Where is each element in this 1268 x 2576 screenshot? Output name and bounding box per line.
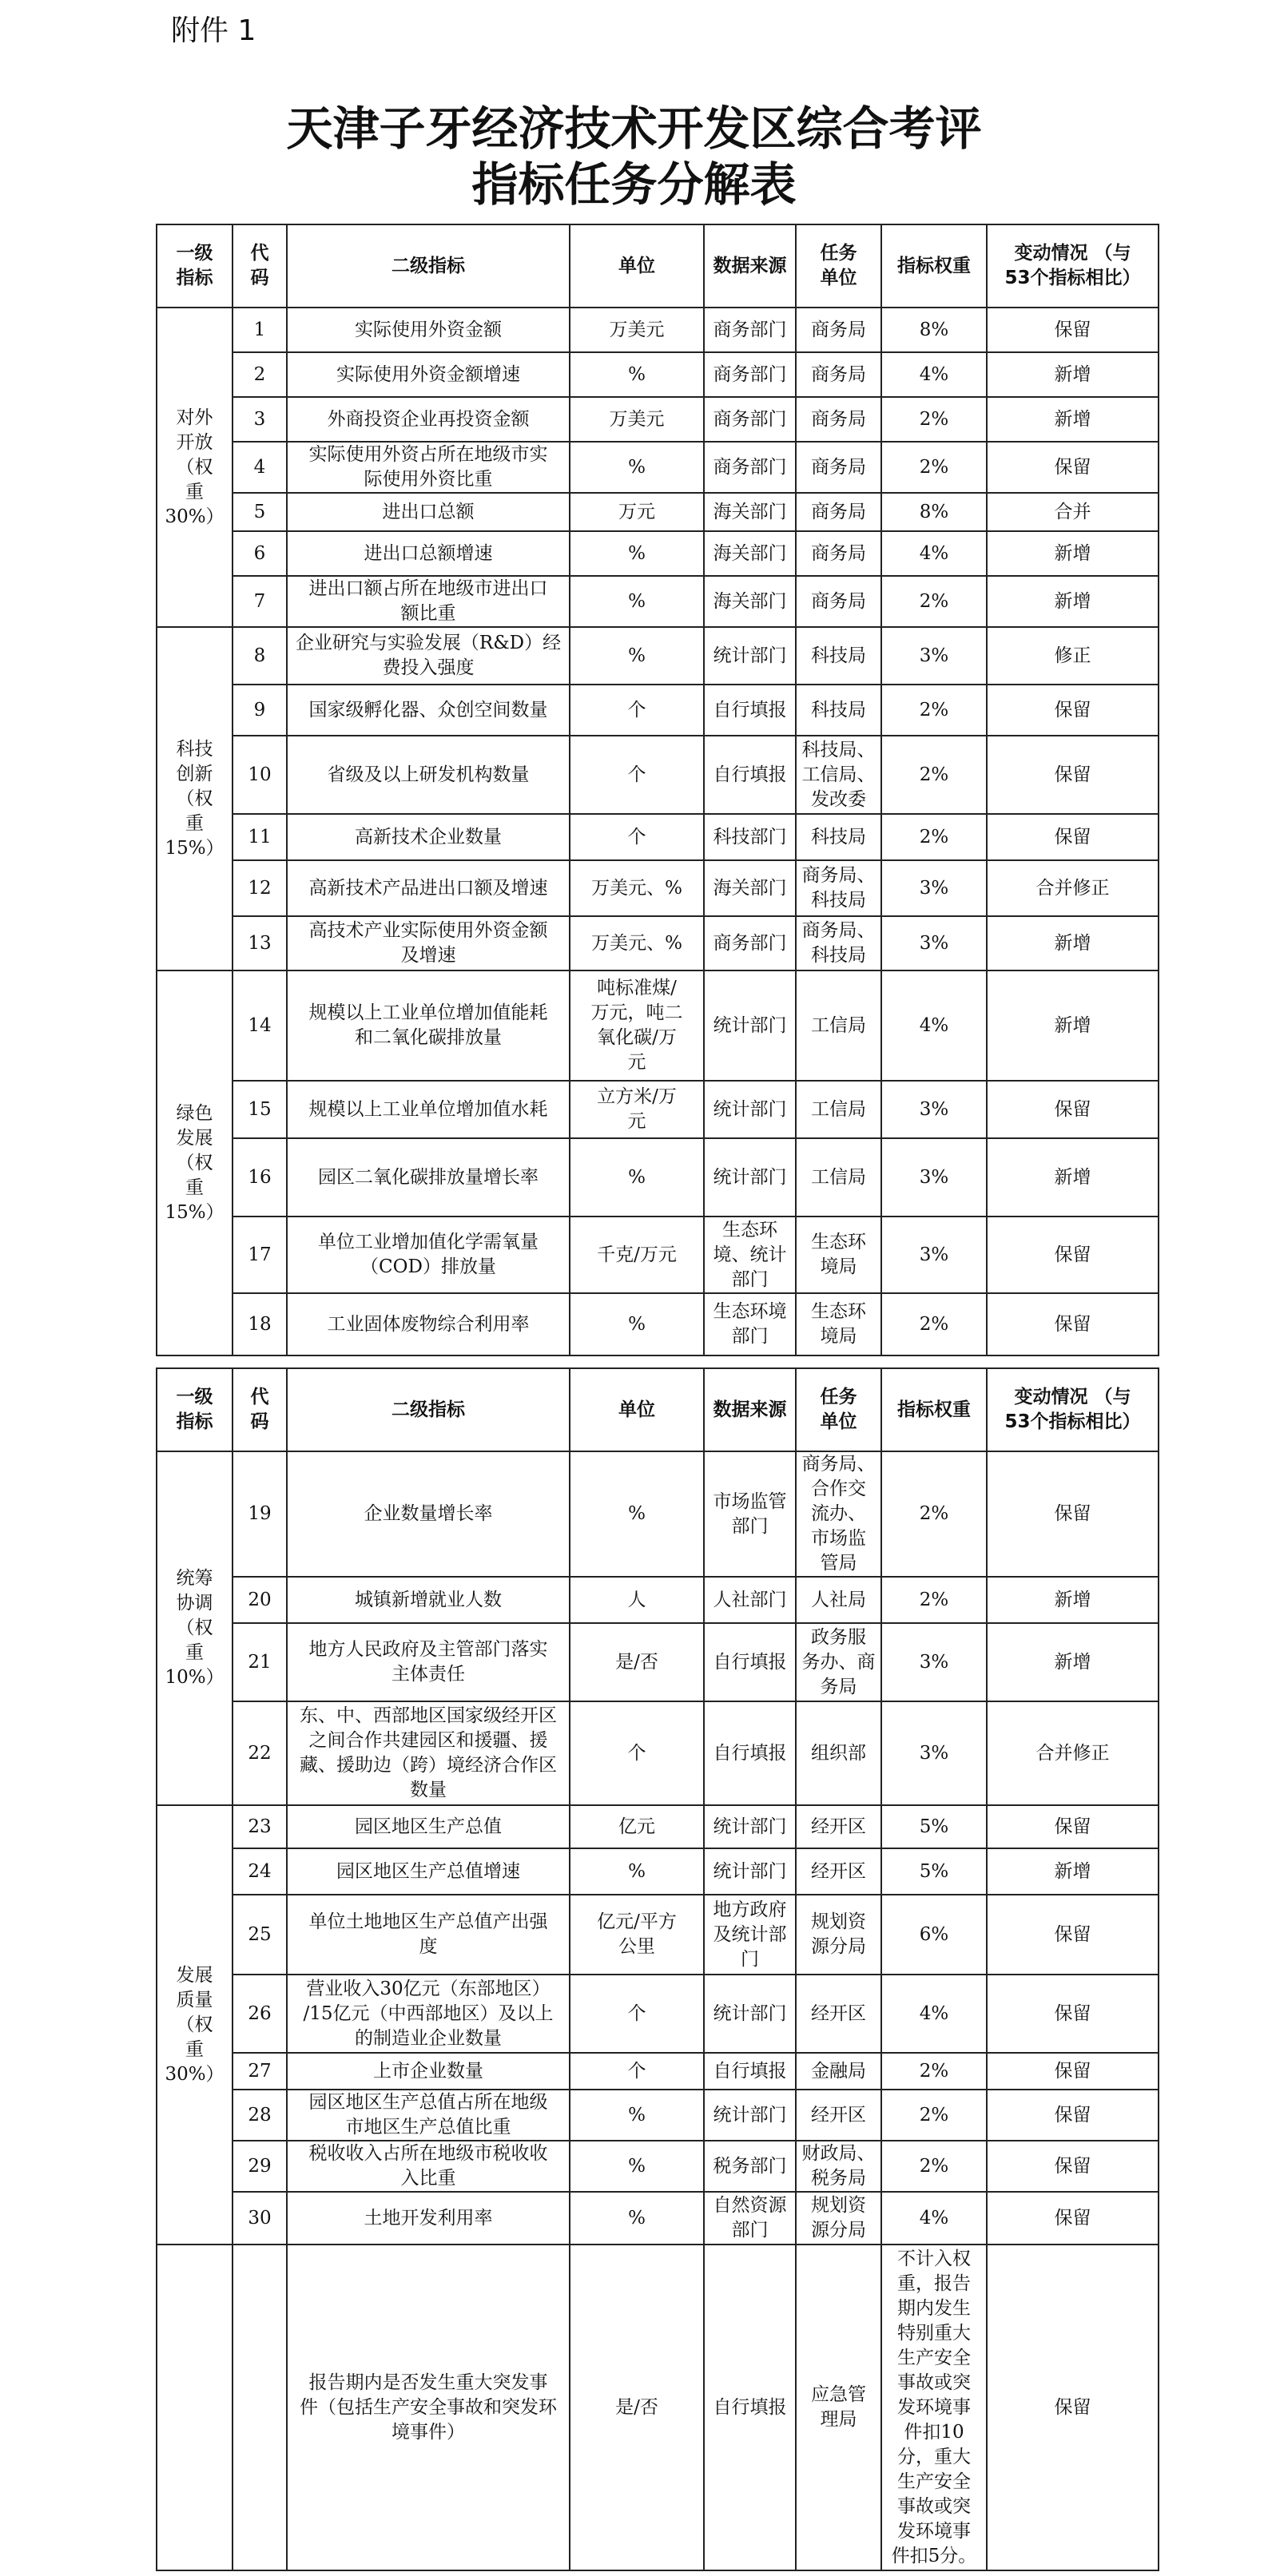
source-cell: 科技部门: [704, 814, 796, 860]
change-cell: 保留: [987, 1217, 1159, 1293]
dept-cell: 应急管 理局: [796, 2245, 881, 2570]
table-row: [157, 1577, 1159, 1623]
unit-cell: %: [570, 2141, 704, 2192]
indicator-name-cell: 进出口总额: [287, 493, 570, 531]
unit-cell: 个: [570, 685, 704, 736]
code-cell: 11: [233, 814, 287, 860]
attachment-label: 附件 1: [171, 14, 256, 47]
header-weight: 指标权重: [881, 1368, 987, 1451]
source-cell: 商务部门: [704, 352, 796, 397]
indicator-table-part2: [156, 1367, 1159, 2571]
unit-cell: 万元: [570, 493, 704, 531]
indicator-name-cell: 实际使用外资金额增速: [287, 352, 570, 397]
table-header-row: [157, 224, 1159, 308]
source-cell: 统计部门: [704, 970, 796, 1081]
unit-cell: %: [570, 627, 704, 685]
change-cell: 保留: [987, 814, 1159, 860]
dept-cell: 经开区: [796, 1805, 881, 1848]
change-cell: 保留: [987, 2245, 1159, 2570]
weight-cell: 2%: [881, 1451, 987, 1577]
dept-cell: 工信局: [796, 1081, 881, 1138]
code-cell: 9: [233, 685, 287, 736]
header-change: 变动情况 （与 53个指标相比）: [987, 224, 1159, 308]
change-cell: 新增: [987, 1577, 1159, 1623]
indicator-name-cell: 外商投资企业再投资金额: [287, 397, 570, 442]
indicator-name-cell: 规模以上工业单位增加值能耗 和二氧化碳排放量: [287, 970, 570, 1081]
header-weight: 指标权重: [881, 224, 987, 308]
change-cell: 新增: [987, 397, 1159, 442]
dept-cell: 商务局、 科技局: [796, 860, 881, 916]
table-row: [157, 2192, 1159, 2245]
change-cell: 新增: [987, 576, 1159, 627]
change-cell: 保留: [987, 2053, 1159, 2090]
source-cell: 商务部门: [704, 442, 796, 493]
unit-cell: %: [570, 2090, 704, 2141]
code-cell: 3: [233, 397, 287, 442]
header-code: 代 码: [233, 224, 287, 308]
weight-cell: 2%: [881, 2090, 987, 2141]
change-cell: 保留: [987, 308, 1159, 352]
table-row: [157, 1623, 1159, 1701]
dept-cell: 财政局、 税务局: [796, 2141, 881, 2192]
indicator-name-cell: 进出口总额增速: [287, 531, 570, 576]
unit-cell: 亿元: [570, 1805, 704, 1848]
table-row: [157, 1451, 1159, 1577]
code-cell: 15: [233, 1081, 287, 1138]
change-cell: 保留: [987, 1293, 1159, 1355]
source-cell: 海关部门: [704, 531, 796, 576]
dept-cell: 商务局: [796, 576, 881, 627]
unit-cell: %: [570, 1451, 704, 1577]
indicator-name-cell: 企业研究与实验发展（R&D）经 费投入强度: [287, 627, 570, 685]
table-header-row: [157, 1368, 1159, 1451]
indicator-name-cell: 国家级孵化器、众创空间数量: [287, 685, 570, 736]
dept-cell: 组织部: [796, 1701, 881, 1805]
change-cell: 保留: [987, 442, 1159, 493]
table-row: [157, 2141, 1159, 2192]
code-cell: 21: [233, 1623, 287, 1701]
source-cell: 商务部门: [704, 308, 796, 352]
unit-cell: %: [570, 576, 704, 627]
table-row: [157, 308, 1159, 352]
weight-cell: 2%: [881, 397, 987, 442]
dept-cell: 商务局: [796, 442, 881, 493]
unit-cell: 个: [570, 736, 704, 814]
indicator-name-cell: 企业数量增长率: [287, 1451, 570, 1577]
unit-cell: %: [570, 352, 704, 397]
code-cell: 20: [233, 1577, 287, 1623]
unit-cell: %: [570, 531, 704, 576]
indicator-name-cell: 高新技术企业数量: [287, 814, 570, 860]
source-cell: 海关部门: [704, 493, 796, 531]
document-title-line2: 指标任务分解表: [471, 157, 797, 212]
source-cell: 自行填报: [704, 2245, 796, 2570]
weight-cell: 2%: [881, 1577, 987, 1623]
weight-cell: 5%: [881, 1848, 987, 1895]
weight-cell: 3%: [881, 1081, 987, 1138]
code-cell: 22: [233, 1701, 287, 1805]
code-cell: 1: [233, 308, 287, 352]
table-row: [157, 352, 1159, 397]
table-row: [157, 1701, 1159, 1805]
code-cell: 18: [233, 1293, 287, 1355]
code-cell: 8: [233, 627, 287, 685]
dept-cell: 商务局: [796, 308, 881, 352]
weight-cell: 8%: [881, 493, 987, 531]
header-code: 代 码: [233, 1368, 287, 1451]
source-cell: 自行填报: [704, 736, 796, 814]
dept-cell: 工信局: [796, 1138, 881, 1217]
header-dept: 任务 单位: [796, 1368, 881, 1451]
code-cell: 6: [233, 531, 287, 576]
code-cell: 2: [233, 352, 287, 397]
table-row: [157, 916, 1159, 970]
source-cell: 自然资源 部门: [704, 2192, 796, 2245]
indicator-name-cell: 土地开发利用率: [287, 2192, 570, 2245]
dept-cell: 政务服 务办、商 务局: [796, 1623, 881, 1701]
source-cell: 统计部门: [704, 1138, 796, 1217]
weight-cell: 3%: [881, 1623, 987, 1701]
source-cell: 人社部门: [704, 1577, 796, 1623]
level1-indicator-cell: 科技 创新 （权 重 15%）: [157, 627, 233, 970]
level1-indicator-cell: 对外 开放 （权 重 30%）: [157, 308, 233, 627]
source-cell: 统计部门: [704, 1975, 796, 2053]
weight-cell: 3%: [881, 1138, 987, 1217]
code-cell: 26: [233, 1975, 287, 2053]
table-row: [157, 970, 1159, 1081]
indicator-name-cell: 高技术产业实际使用外资金额 及增速: [287, 916, 570, 970]
unit-cell: %: [570, 2192, 704, 2245]
level1-indicator-cell: 绿色 发展 （权 重 15%）: [157, 970, 233, 1355]
weight-cell: 2%: [881, 1293, 987, 1355]
indicator-name-cell: 营业收入30亿元（东部地区） /15亿元（中西部地区）及以上 的制造业企业数量: [287, 1975, 570, 2053]
indicator-name-cell: 单位工业增加值化学需氧量 （COD）排放量: [287, 1217, 570, 1293]
change-cell: 保留: [987, 736, 1159, 814]
header-level1: 一级 指标: [157, 1368, 233, 1451]
source-cell: 税务部门: [704, 2141, 796, 2192]
weight-cell: 2%: [881, 576, 987, 627]
unit-cell: 万美元: [570, 308, 704, 352]
unit-cell: %: [570, 1848, 704, 1895]
source-cell: 生态环境 部门: [704, 1293, 796, 1355]
weight-cell: 3%: [881, 1701, 987, 1805]
change-cell: 新增: [987, 1623, 1159, 1701]
change-cell: 保留: [987, 1895, 1159, 1975]
weight-cell: 3%: [881, 1217, 987, 1293]
dept-cell: 规划资 源分局: [796, 2192, 881, 2245]
weight-cell: 4%: [881, 531, 987, 576]
weight-cell: 3%: [881, 860, 987, 916]
dept-cell: 科技局: [796, 627, 881, 685]
code-cell: 4: [233, 442, 287, 493]
weight-cell: 3%: [881, 627, 987, 685]
unit-cell: 个: [570, 2053, 704, 2090]
code-cell: 28: [233, 2090, 287, 2141]
weight-cell: 2%: [881, 2053, 987, 2090]
document-title-line1: 天津子牙经济技术开发区综合考评: [286, 101, 982, 156]
header-level2: 二级指标: [287, 1368, 570, 1451]
change-cell: 保留: [987, 1081, 1159, 1138]
header-dept: 任务 单位: [796, 224, 881, 308]
code-cell: 27: [233, 2053, 287, 2090]
source-cell: 统计部门: [704, 1805, 796, 1848]
dept-cell: 商务局、 科技局: [796, 916, 881, 970]
indicator-name-cell: 省级及以上研发机构数量: [287, 736, 570, 814]
indicator-name-cell: 园区地区生产总值占所在地级 市地区生产总值比重: [287, 2090, 570, 2141]
source-cell: 商务部门: [704, 397, 796, 442]
code-cell: 24: [233, 1848, 287, 1895]
source-cell: 自行填报: [704, 1701, 796, 1805]
indicator-name-cell: 规模以上工业单位增加值水耗: [287, 1081, 570, 1138]
table-row: [157, 493, 1159, 531]
change-cell: 新增: [987, 970, 1159, 1081]
table-row: [157, 1217, 1159, 1293]
code-cell: 25: [233, 1895, 287, 1975]
dept-cell: 商务局: [796, 531, 881, 576]
dept-cell: 科技局: [796, 685, 881, 736]
code-cell: 29: [233, 2141, 287, 2192]
header-level1: 一级 指标: [157, 224, 233, 308]
unit-cell: 亿元/平方 公里: [570, 1895, 704, 1975]
dept-cell: 商务局: [796, 493, 881, 531]
source-cell: 地方政府 及统计部 门: [704, 1895, 796, 1975]
weight-cell: 4%: [881, 1975, 987, 2053]
code-cell: 14: [233, 970, 287, 1081]
indicator-name-cell: 实际使用外资占所在地级市实 际使用外资比重: [287, 442, 570, 493]
unit-cell: 个: [570, 1975, 704, 2053]
unit-cell: 个: [570, 814, 704, 860]
weight-cell: 2%: [881, 685, 987, 736]
change-cell: 合并修正: [987, 1701, 1159, 1805]
header-level2: 二级指标: [287, 224, 570, 308]
indicator-name-cell: 单位土地地区生产总值产出强 度: [287, 1895, 570, 1975]
table-row: [157, 1895, 1159, 1975]
weight-cell: 4%: [881, 352, 987, 397]
unit-cell: 是/否: [570, 2245, 704, 2570]
change-cell: 合并修正: [987, 860, 1159, 916]
table-row: [157, 1293, 1159, 1355]
indicator-table-part1: [156, 224, 1159, 1356]
weight-cell: 不计入权 重，报告 期内发生 特别重大 生产安全 事故或突 发环境事 件扣10 分，重大 生产安全 事故或突 发环境事 件扣5分。: [881, 2245, 987, 2570]
code-cell: 23: [233, 1805, 287, 1848]
indicator-name-cell: 上市企业数量: [287, 2053, 570, 2090]
source-cell: 市场监管 部门: [704, 1451, 796, 1577]
code-cell: 10: [233, 736, 287, 814]
change-cell: 保留: [987, 1975, 1159, 2053]
table-row: [157, 814, 1159, 860]
weight-cell: 2%: [881, 736, 987, 814]
source-cell: 自行填报: [704, 685, 796, 736]
code-cell: 13: [233, 916, 287, 970]
dept-cell: 生态环 境局: [796, 1217, 881, 1293]
weight-cell: 2%: [881, 2141, 987, 2192]
source-cell: 统计部门: [704, 627, 796, 685]
change-cell: 合并: [987, 493, 1159, 531]
code-cell: 5: [233, 493, 287, 531]
unit-cell: %: [570, 442, 704, 493]
dept-cell: 规划资 源分局: [796, 1895, 881, 1975]
code-cell: 7: [233, 576, 287, 627]
source-cell: 自行填报: [704, 2053, 796, 2090]
change-cell: 修正: [987, 627, 1159, 685]
table-row: [157, 2245, 1159, 2570]
dept-cell: 人社局: [796, 1577, 881, 1623]
dept-cell: 经开区: [796, 1975, 881, 2053]
source-cell: 海关部门: [704, 860, 796, 916]
weight-cell: 6%: [881, 1895, 987, 1975]
dept-cell: 商务局、 合作交 流办、 市场监 管局: [796, 1451, 881, 1577]
unit-cell: 是/否: [570, 1623, 704, 1701]
dept-cell: 经开区: [796, 2090, 881, 2141]
change-cell: 保留: [987, 2192, 1159, 2245]
table-row: [157, 2090, 1159, 2141]
source-cell: 统计部门: [704, 1848, 796, 1895]
source-cell: 统计部门: [704, 1081, 796, 1138]
change-cell: 新增: [987, 1848, 1159, 1895]
dept-cell: 生态环 境局: [796, 1293, 881, 1355]
change-cell: 新增: [987, 1138, 1159, 1217]
source-cell: 统计部门: [704, 2090, 796, 2141]
code-cell: [233, 2245, 287, 2570]
table-row: [157, 1138, 1159, 1217]
change-cell: 新增: [987, 352, 1159, 397]
table-row: [157, 1805, 1159, 1848]
change-cell: 新增: [987, 916, 1159, 970]
indicator-name-cell: 进出口额占所在地级市进出口 额比重: [287, 576, 570, 627]
header-unit: 单位: [570, 1368, 704, 1451]
unit-cell: %: [570, 1138, 704, 1217]
indicator-name-cell: 东、中、西部地区国家级经开区 之间合作共建园区和援疆、援 藏、援助边（跨）境经济合作区 数量: [287, 1701, 570, 1805]
indicator-name-cell: 地方人民政府及主管部门落实 主体责任: [287, 1623, 570, 1701]
dept-cell: 商务局: [796, 397, 881, 442]
header-source: 数据来源: [704, 224, 796, 308]
table-row: [157, 627, 1159, 685]
indicator-name-cell: 工业固体废物综合利用率: [287, 1293, 570, 1355]
change-cell: 保留: [987, 1805, 1159, 1848]
code-cell: 17: [233, 1217, 287, 1293]
dept-cell: 金融局: [796, 2053, 881, 2090]
weight-cell: 8%: [881, 308, 987, 352]
unit-cell: %: [570, 1293, 704, 1355]
unit-cell: 个: [570, 1701, 704, 1805]
unit-cell: 立方米/万 元: [570, 1081, 704, 1138]
dept-cell: 商务局: [796, 352, 881, 397]
unit-cell: 万美元、%: [570, 916, 704, 970]
table-row: [157, 442, 1159, 493]
header-change: 变动情况 （与 53个指标相比）: [987, 1368, 1159, 1451]
dept-cell: 工信局: [796, 970, 881, 1081]
table-row: [157, 576, 1159, 627]
unit-cell: 人: [570, 1577, 704, 1623]
dept-cell: 经开区: [796, 1848, 881, 1895]
level1-indicator-cell: [157, 2245, 233, 2570]
indicator-name-cell: 税收收入占所在地级市税收收 入比重: [287, 2141, 570, 2192]
source-cell: 自行填报: [704, 1623, 796, 1701]
change-cell: 保留: [987, 2090, 1159, 2141]
unit-cell: 万美元: [570, 397, 704, 442]
table-row: [157, 1081, 1159, 1138]
source-cell: 海关部门: [704, 576, 796, 627]
indicator-name-cell: 城镇新增就业人数: [287, 1577, 570, 1623]
table-row: [157, 2053, 1159, 2090]
weight-cell: 4%: [881, 970, 987, 1081]
table-row: [157, 531, 1159, 576]
table-row: [157, 1975, 1159, 2053]
source-cell: 生态环 境、统计 部门: [704, 1217, 796, 1293]
weight-cell: 4%: [881, 2192, 987, 2245]
unit-cell: 吨标准煤/ 万元，吨二 氧化碳/万 元: [570, 970, 704, 1081]
level1-indicator-cell: 发展 质量 （权 重 30%）: [157, 1805, 233, 2245]
weight-cell: 3%: [881, 916, 987, 970]
code-cell: 12: [233, 860, 287, 916]
table-row: [157, 685, 1159, 736]
change-cell: 保留: [987, 685, 1159, 736]
change-cell: 新增: [987, 531, 1159, 576]
table-row: [157, 1848, 1159, 1895]
dept-cell: 科技局、 工信局、 发改委: [796, 736, 881, 814]
indicator-name-cell: 报告期内是否发生重大突发事 件（包括生产安全事故和突发环 境事件）: [287, 2245, 570, 2570]
indicator-name-cell: 园区二氧化碳排放量增长率: [287, 1138, 570, 1217]
weight-cell: 2%: [881, 814, 987, 860]
indicator-name-cell: 园区地区生产总值增速: [287, 1848, 570, 1895]
level1-indicator-cell: 统筹 协调 （权 重 10%）: [157, 1451, 233, 1805]
source-cell: 商务部门: [704, 916, 796, 970]
dept-cell: 科技局: [796, 814, 881, 860]
change-cell: 保留: [987, 2141, 1159, 2192]
unit-cell: 万美元、%: [570, 860, 704, 916]
table-row: [157, 736, 1159, 814]
header-unit: 单位: [570, 224, 704, 308]
code-cell: 16: [233, 1138, 287, 1217]
indicator-name-cell: 园区地区生产总值: [287, 1805, 570, 1848]
unit-cell: 千克/万元: [570, 1217, 704, 1293]
code-cell: 30: [233, 2192, 287, 2245]
weight-cell: 5%: [881, 1805, 987, 1848]
table-row: [157, 860, 1159, 916]
code-cell: 19: [233, 1451, 287, 1577]
indicator-name-cell: 实际使用外资金额: [287, 308, 570, 352]
weight-cell: 2%: [881, 442, 987, 493]
indicator-name-cell: 高新技术产品进出口额及增速: [287, 860, 570, 916]
header-source: 数据来源: [704, 1368, 796, 1451]
table-row: [157, 397, 1159, 442]
change-cell: 保留: [987, 1451, 1159, 1577]
